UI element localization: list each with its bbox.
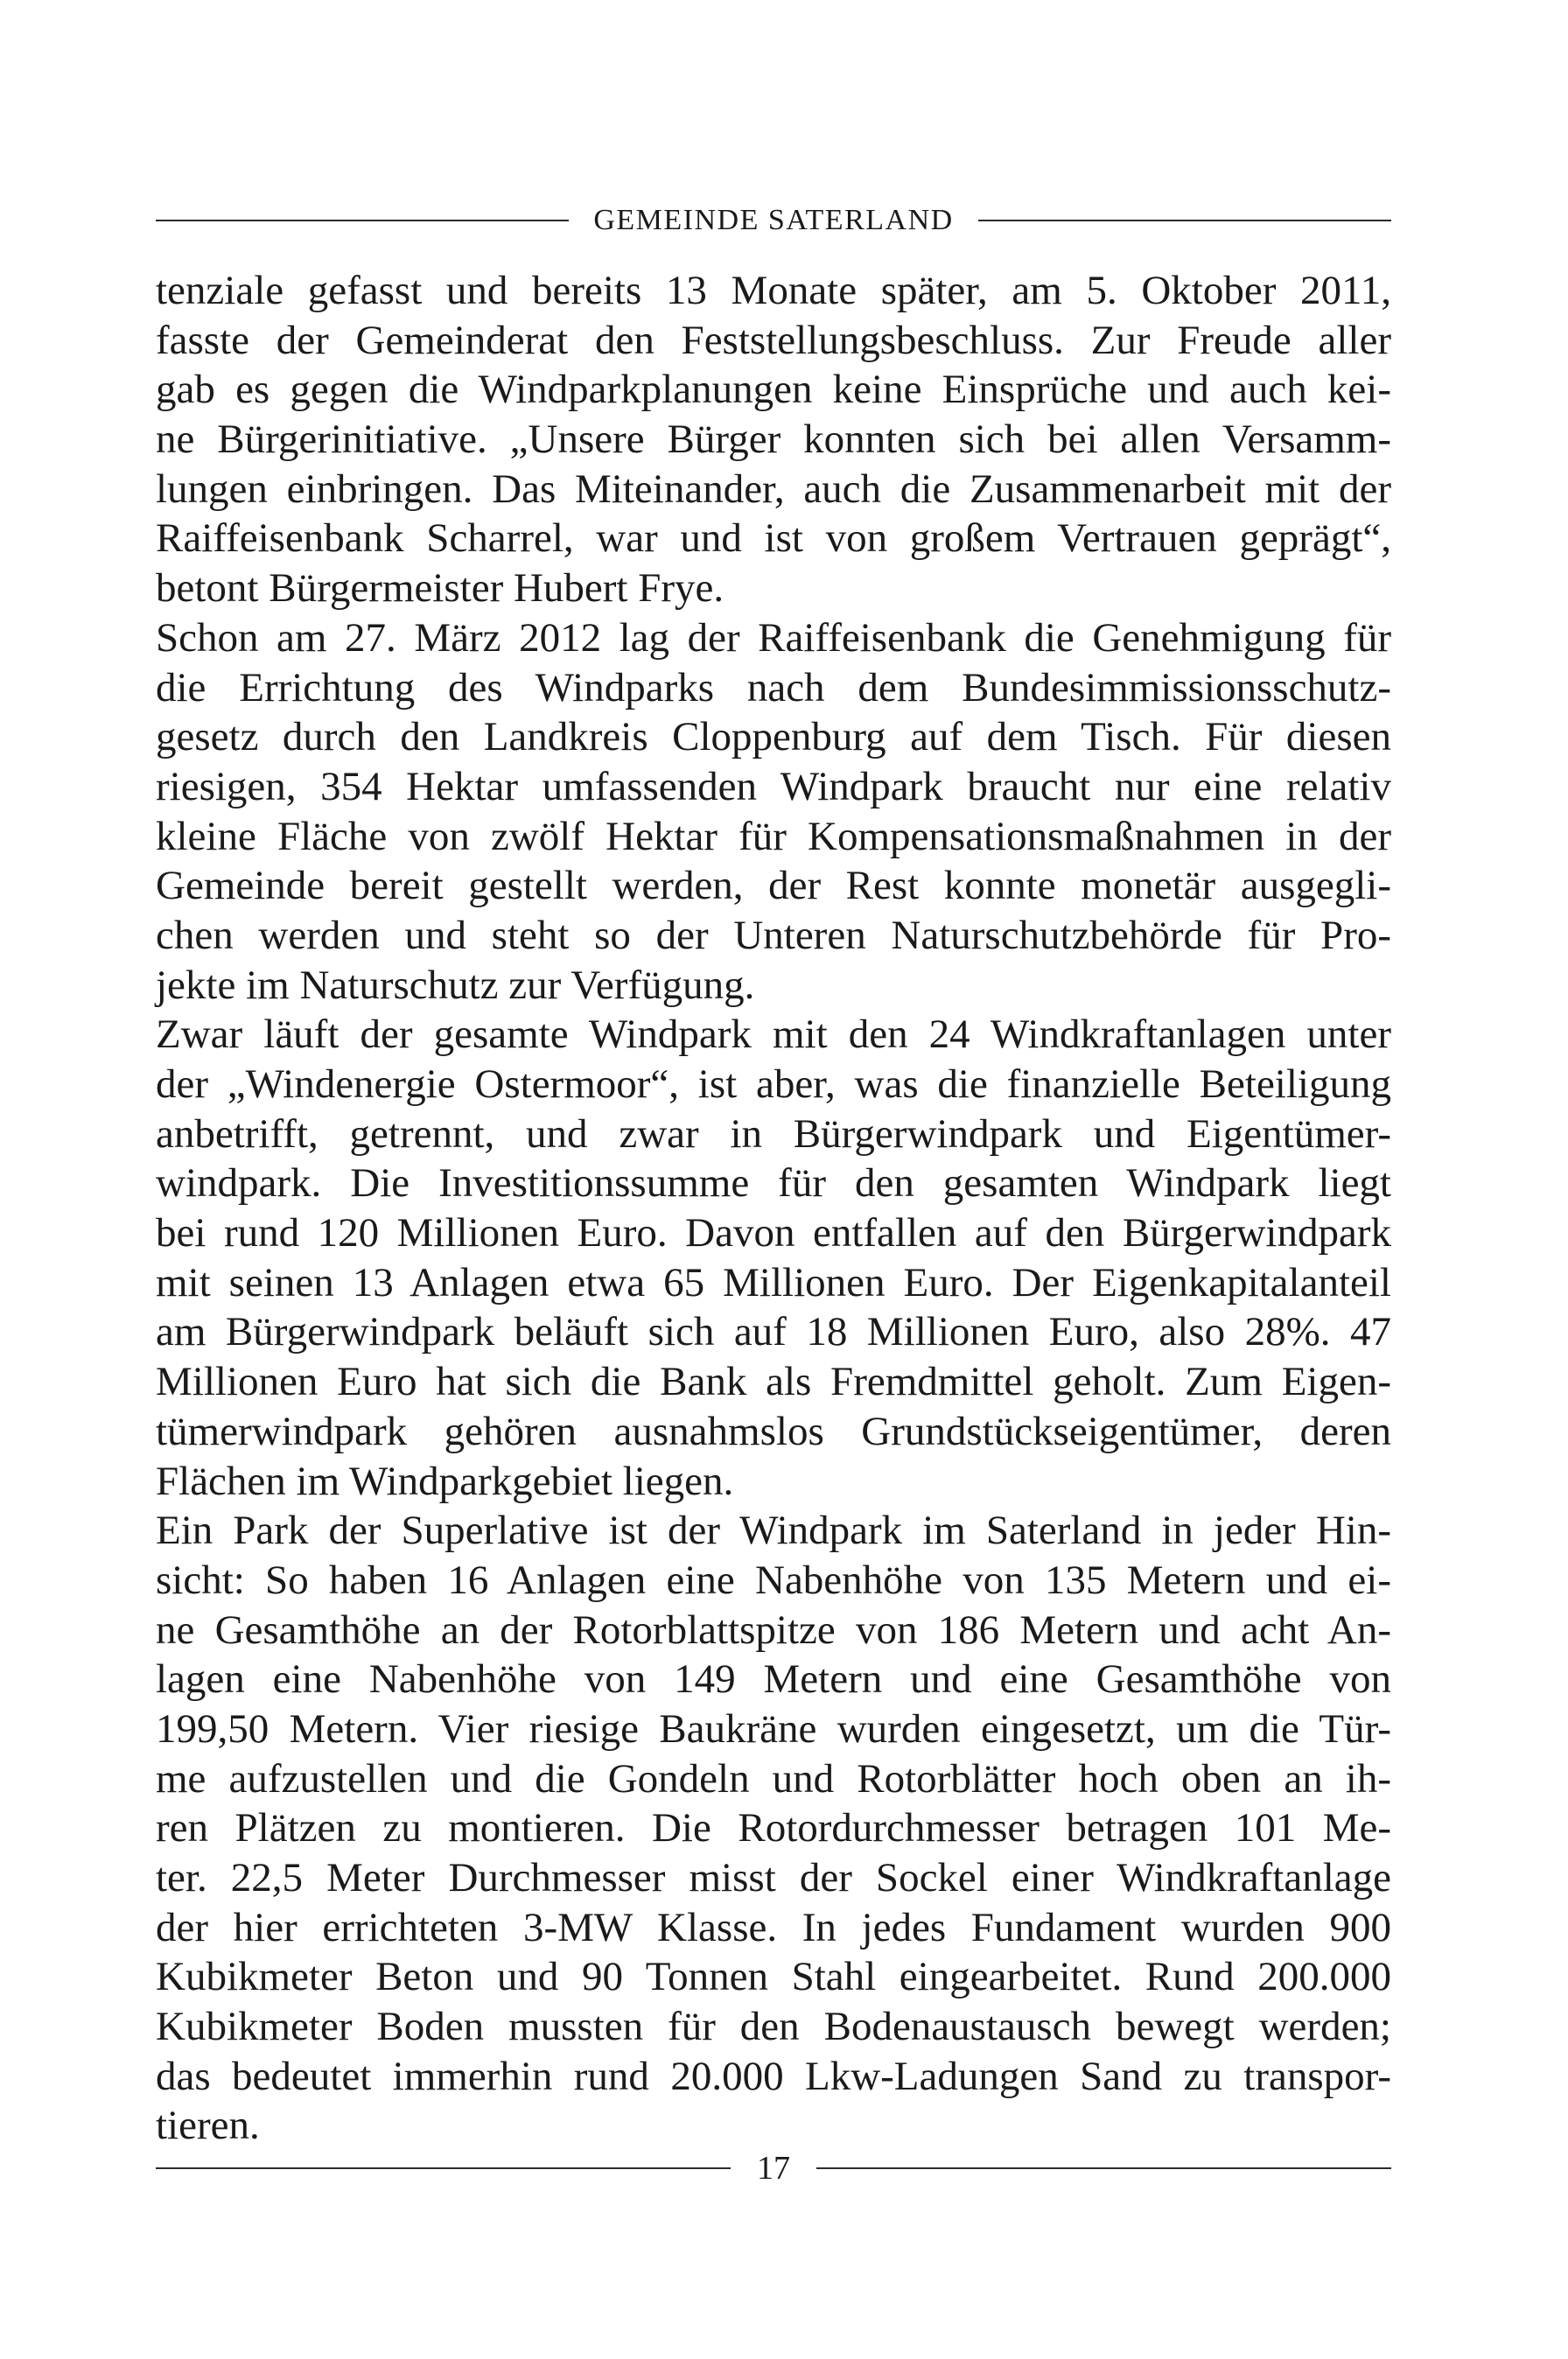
- text-line: me aufzustellen und die Gondeln und Rotorblätter hoch oben an ih-: [156, 1755, 1391, 1802]
- text-line: tenziale gefasst und bereits 13 Monate später, am 5. Oktober 2011,: [156, 268, 1391, 313]
- page-footer: [156, 2142, 1391, 2194]
- text-line: am Bürgerwindpark beläuft sich auf 18 Millionen Euro, also 28%. 47: [156, 1309, 1391, 1355]
- text-line: das bedeutet immerhin rund 20.000 Lkw-Ladungen Sand zu transpor-: [156, 2053, 1391, 2099]
- text-line: Gemeinde bereit gestellt werden, der Rest konnte monetär ausgegli-: [156, 863, 1391, 909]
- text-line: ter. 22,5 Meter Durchmesser misst der Sockel einer Windkraftanlage: [156, 1855, 1391, 1900]
- text-line: tümerwindpark gehören ausnahmslos Grundstückseigentümer, deren: [156, 1408, 1391, 1454]
- text-line: Flächen im Windparkgebiet liegen.: [156, 1458, 734, 1504]
- running-header: [156, 198, 1391, 243]
- text-line: Millionen Euro hat sich die Bank als Fremdmittel geholt. Zum Eigen-: [156, 1359, 1391, 1405]
- text-line: Raiffeisenbank Scharrel, war und ist von großem Vertrauen geprägt“,: [156, 515, 1391, 562]
- text-line: chen werden und steht so der Unteren Naturschutzbehörde für Pro-: [156, 912, 1391, 958]
- text-line: tieren.: [156, 2103, 260, 2149]
- header-rule-left: [156, 220, 569, 221]
- text-line: ren Plätzen zu montieren. Die Rotordurchmesser betragen 101 Me-: [156, 1805, 1391, 1852]
- text-line: gab es gegen die Windparkplanungen keine Einsprüche und auch kei-: [156, 367, 1391, 413]
- text-line: windpark. Die Investitionssumme für den gesamten Windpark liegt: [156, 1160, 1391, 1207]
- footer-rule-right: [816, 2167, 1391, 2169]
- running-header-title: GEMEINDE SATERLAND: [593, 204, 954, 236]
- text-line: 199,50 Metern. Vier riesige Baukräne wurden eingesetzt, um die Tür-: [156, 1705, 1391, 1752]
- text-line: der „Windenergie Ostermoor“, ist aber, was die finanzielle Beteiligung: [156, 1061, 1391, 1107]
- text-line: mit seinen 13 Anlagen etwa 65 Millionen Euro. Der Eigenkapitalanteil: [156, 1259, 1391, 1306]
- text-line: Schon am 27. März 2012 lag der Raiffeisenbank die Genehmigung für: [156, 614, 1391, 661]
- text-line: bei rund 120 Millionen Euro. Davon entfallen auf den Bürgerwindpark: [156, 1210, 1391, 1256]
- text-line: jekte im Naturschutz zur Verfügung.: [156, 962, 755, 1008]
- body-text: [156, 266, 1391, 2151]
- text-line: anbetrifft, getrennt, und zwar in Bürgerwindpark und Eigentümer-: [156, 1110, 1391, 1157]
- text-line: Kubikmeter Boden mussten für den Bodenaustausch bewegt werden;: [156, 2004, 1391, 2050]
- text-line: lungen einbringen. Das Miteinander, auch die Zusammenarbeit mit der: [156, 466, 1391, 512]
- page-number: 17: [757, 2150, 790, 2187]
- header-rule-right: [978, 220, 1391, 221]
- text-line: ne Bürgerinitiative. „Unsere Bürger konnten sich bei allen Versamm-: [156, 416, 1391, 463]
- text-line: riesigen, 354 Hektar umfassenden Windpark braucht nur eine relativ: [156, 763, 1391, 809]
- text-line: ne Gesamthöhe an der Rotorblattspitze von 186 Metern und acht An-: [156, 1606, 1391, 1653]
- text-line: betont Bürgermeister Hubert Frye.: [156, 565, 724, 612]
- text-line: Kubikmeter Beton und 90 Tonnen Stahl eingearbeitet. Rund 200.000: [156, 1954, 1391, 2000]
- text-line: Ein Park der Superlative ist der Windpark im Saterland in jeder Hin-: [156, 1508, 1391, 1554]
- text-line: die Errichtung des Windparks nach dem Bundesimmissionsschutz-: [156, 664, 1391, 710]
- text-line: gesetz durch den Landkreis Cloppenburg auf dem Tisch. Für diesen: [156, 714, 1391, 760]
- text-line: kleine Fläche von zwölf Hektar für Kompensationsmaßnahmen in der: [156, 813, 1391, 859]
- text-line: fasste der Gemeinderat den Feststellungsbeschluss. Zur Freude aller: [156, 317, 1391, 363]
- text-line: sicht: So haben 16 Anlagen eine Nabenhöhe von 135 Metern und ei-: [156, 1557, 1391, 1603]
- footer-rule-left: [156, 2167, 731, 2169]
- text-line: lagen eine Nabenhöhe von 149 Metern und eine Gesamthöhe von: [156, 1656, 1391, 1703]
- text-line: Zwar läuft der gesamte Windpark mit den 24 Windkraftanlagen unter: [156, 1012, 1391, 1058]
- text-line: der hier errichteten 3-MW Klasse. In jedes Fundament wurden 900: [156, 1904, 1391, 1950]
